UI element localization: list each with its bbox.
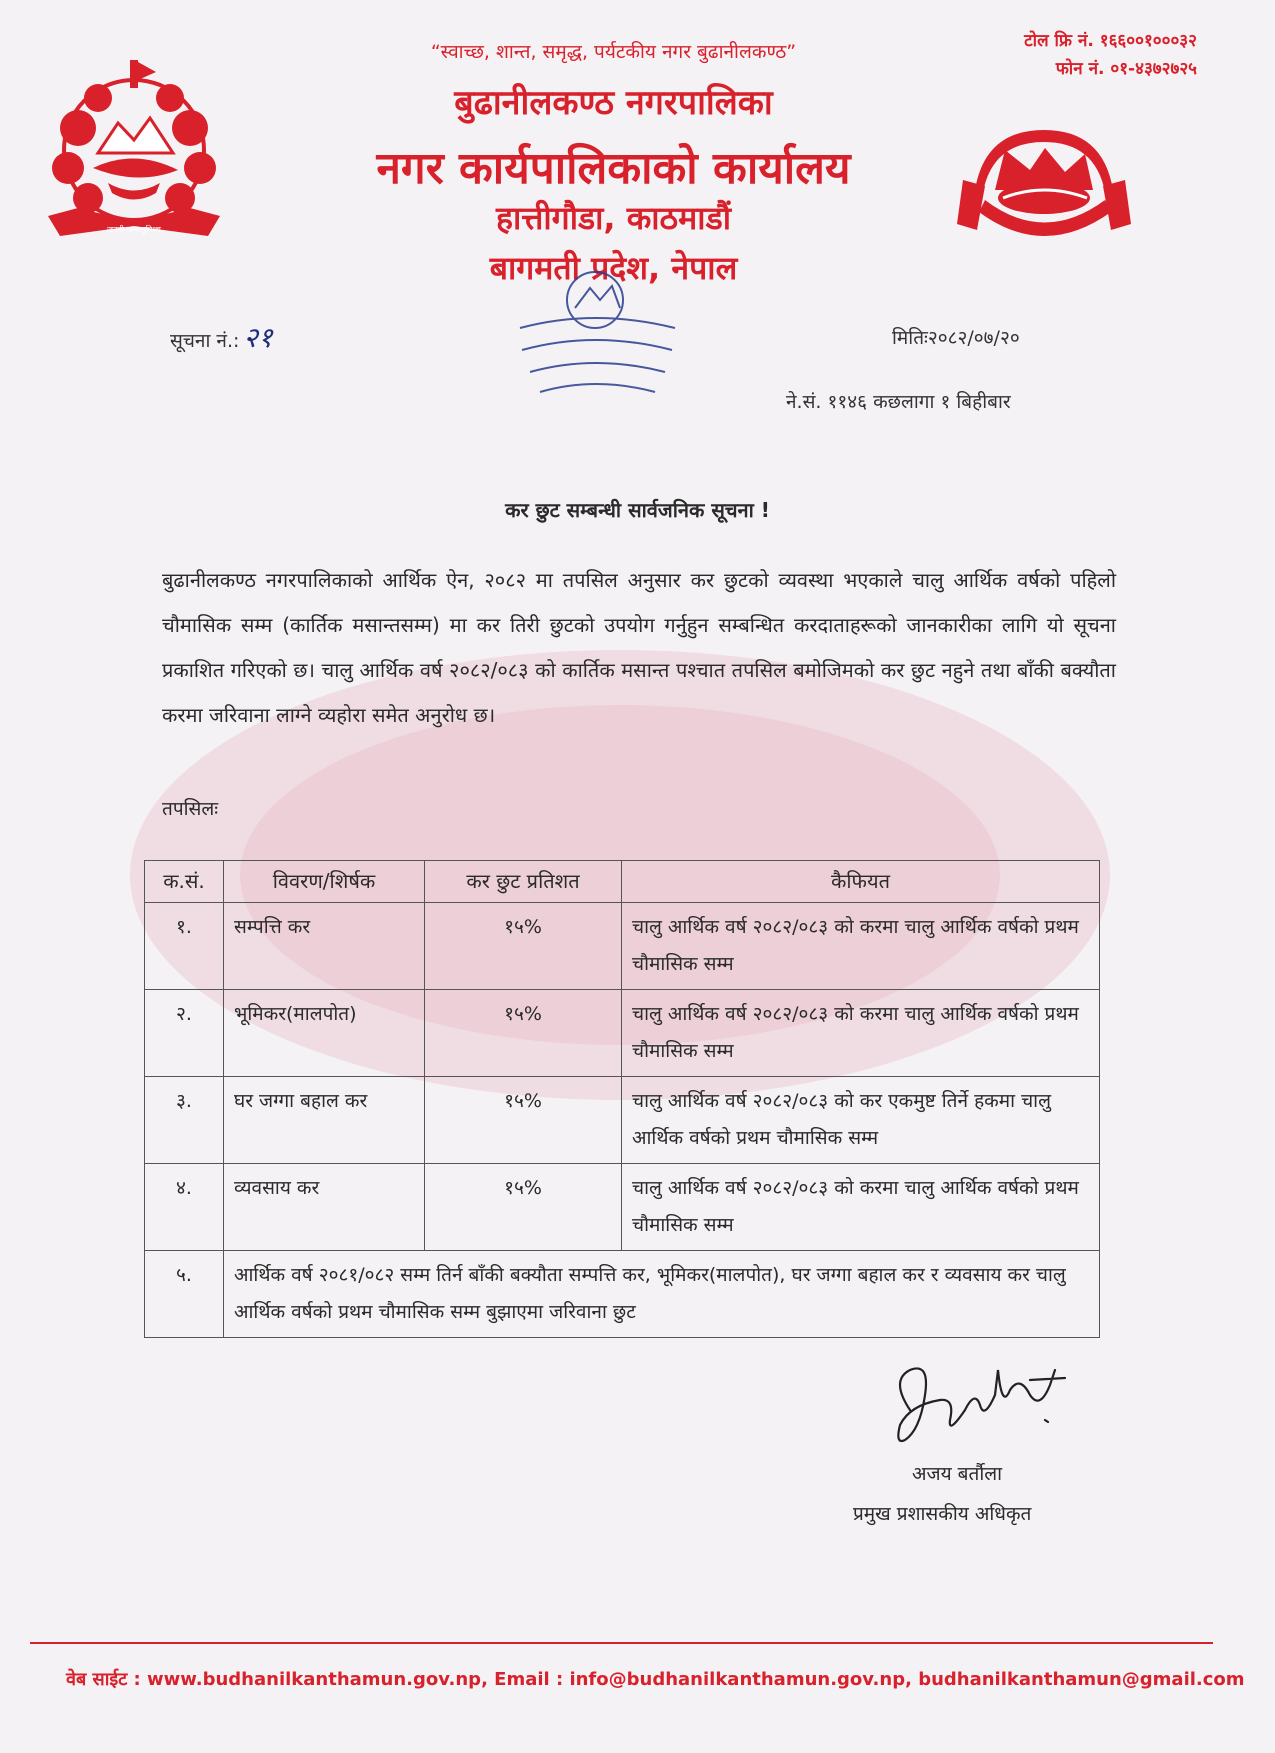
row-remark: चालु आर्थिक वर्ष २०८२/०८३ को करमा चालु आर्थिक वर्षको प्रथम चौमासिक सम्म (622, 990, 1100, 1077)
table-row (145, 1077, 1100, 1164)
office-location: हात्तीगौडा, काठमाडौं (496, 199, 731, 237)
table-row (145, 990, 1100, 1077)
table-row (145, 1164, 1100, 1251)
phone-number: फोन नं. ०१-४३७२७२५ (1055, 59, 1197, 79)
table-header-row (145, 861, 1100, 903)
office-stamp-icon (500, 268, 690, 408)
column-header-rate: कर छुट प्रतिशत (425, 861, 622, 903)
notice-body: बुढानीलकण्ठ नगरपालिकाको आर्थिक ऐन, २०८२ मा तपसिल अनुसार कर छुटको व्यवस्था भएकाले चालु आर्थिक वर्षको पहिलो चौमासिक सम्म (कार्तिक मसान्तसम्म) मा कर तिरी छुटको उपयोग गर्नुहुन सम्बन्धित करदाताहरूको जानकारीका लागि यो सूचना प्रकाशित गरिएको छ। चालु आर्थिक वर्ष २०८२/०८३ को कार्तिक मसान्त पश्चात तपसिल बमोजिमको कर छुट नहुने तथा बाँकी बक्यौता करमा जरिवाना लाग्ने व्यहोरा समेत अनुरोध छ। (162, 568, 1116, 727)
schedule-label: तपसिलः (162, 798, 219, 820)
notice-title: कर छुट सम्बन्धी सार्वजनिक सूचना ! (505, 498, 770, 522)
office-province: बागमती प्रदेश, नेपाल (489, 249, 738, 287)
signer-name: अजय बर्तौला (912, 1463, 1003, 1485)
notice-number-value: २१ (243, 321, 273, 354)
row-remark: चालु आर्थिक वर्ष २०८२/०८३ को कर एकमुष्ट तिर्ने हकमा चालु आर्थिक वर्षको प्रथम चौमासिक सम्म (622, 1077, 1100, 1164)
signer-title: प्रमुख प्रशासकीय अधिकृत (853, 1503, 1032, 1525)
row-remark: चालु आर्थिक वर्ष २०८२/०८३ को करमा चालु आर्थिक वर्षको प्रथम चौमासिक सम्म (622, 903, 1100, 990)
handwritten-signature (880, 1350, 1080, 1460)
row-title: घर जग्गा बहाल कर (224, 1077, 425, 1164)
footer-contact: वेब साईट : www.budhanilkanthamun.gov.np, Email : info@budhanilkanthamun.gov.np, budhanilkanthamun@gmail.com (66, 1669, 1245, 1690)
notice-number (170, 318, 273, 356)
footer-divider (30, 1642, 1213, 1644)
row-sn: ३. (145, 1077, 224, 1164)
row-rate: १५% (425, 1164, 622, 1251)
tax-discount-table (144, 860, 1100, 1338)
toll-free-number: टोल फ्रि नं. १६६००१०००३२ (1024, 31, 1197, 51)
nepal-sambat-date: ने.सं. ११४६ कछलागा १ बिहीबार (786, 391, 1011, 413)
table-row-merged (145, 1251, 1100, 1338)
row-title: भूमिकर(मालपोत) (224, 990, 425, 1077)
slogan: “स्वाच्छ, शान्त, समृद्ध, पर्यटकीय नगर बुढानीलकण्ठ” (430, 41, 797, 63)
row-rate: १५% (425, 990, 622, 1077)
row-remark: चालु आर्थिक वर्ष २०८२/०८३ को करमा चालु आर्थिक वर्षको प्रथम चौमासिक सम्म (622, 1164, 1100, 1251)
municipality-name: बुढानीलकण्ठ नगरपालिका (454, 83, 773, 123)
column-header-title: विवरण/शिर्षक (224, 861, 425, 903)
row-sn: २. (145, 990, 224, 1077)
row-sn: ५. (145, 1251, 224, 1338)
office-title: नगर कार्यपालिकाको कार्यालय (376, 143, 851, 194)
row-rate: १५% (425, 903, 622, 990)
row-merged-text: आर्थिक वर्ष २०८१/०८२ सम्म तिर्न बाँकी बक्यौता सम्पत्ति कर, भूमिकर(मालपोत), घर जग्गा बहाल कर र व्यवसाय कर चालु आर्थिक वर्षको प्रथम चौमासिक सम्म बुझाएमा जरिवाना छुट (224, 1251, 1100, 1338)
notice-number-label: सूचना नं.: (170, 330, 240, 352)
svg-text:जननी जन्मभूमिश्च: जननी जन्मभूमिश्च (107, 225, 161, 234)
row-title: सम्पत्ति कर (224, 903, 425, 990)
column-header-sn: क.सं. (145, 861, 224, 903)
row-title: व्यवसाय कर (224, 1164, 425, 1251)
row-sn: ४. (145, 1164, 224, 1251)
row-sn: १. (145, 903, 224, 990)
table-row (145, 903, 1100, 990)
column-header-remark: कैफियत (622, 861, 1100, 903)
notice-date: मितिः२०८२/०७/२० (892, 327, 1020, 349)
row-rate: १५% (425, 1077, 622, 1164)
